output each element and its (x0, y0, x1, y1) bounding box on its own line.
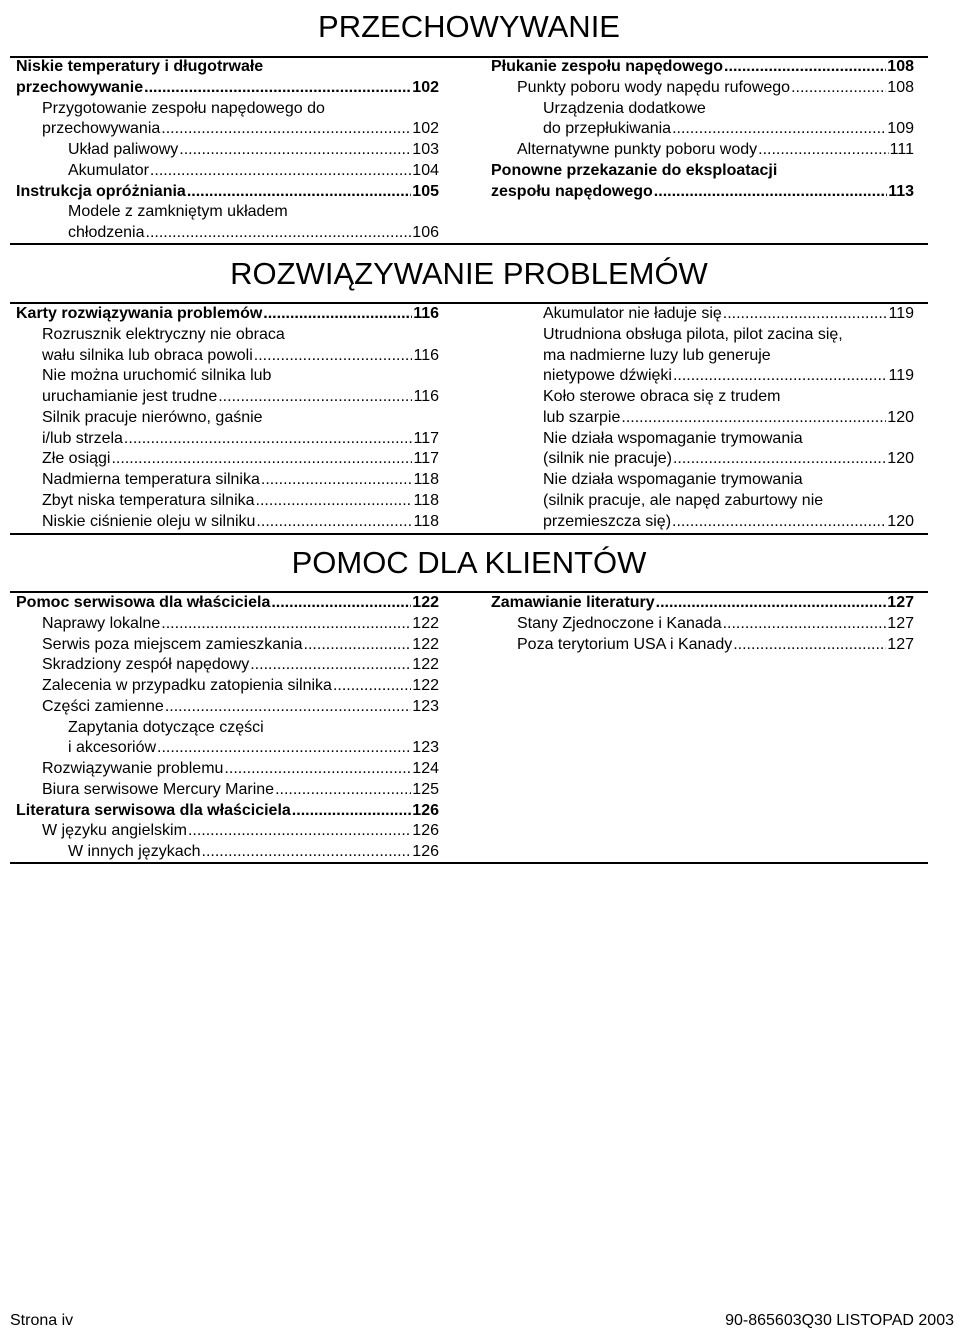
toc-entry (16, 614, 439, 635)
toc-entry-text: przemieszcza się) (543, 512, 672, 530)
dot-leader (672, 512, 886, 533)
toc-entry-text: uruchamianie jest trudne (42, 388, 218, 405)
toc-page-number: 122 (412, 614, 439, 632)
toc-entry-label: Nie można uruchomić silnika lub (42, 367, 272, 385)
toc-page-number: 126 (412, 822, 439, 840)
toc-entry (16, 182, 439, 203)
toc-entry (491, 182, 914, 203)
toc-page-number: 104 (412, 161, 439, 179)
toc-entry-text: Niskie ciśnienie oleju w silniku (42, 512, 256, 530)
toc-entry-text: Akumulator nie ładuje się (543, 305, 722, 322)
toc-entry (491, 119, 914, 140)
toc-entry-text: Punkty poboru wody napędu rufowego (517, 78, 791, 96)
section-title-pomoc: POMOC DLA KLIENTÓW (291, 545, 647, 580)
toc-entry-label: Nie działa wspomaganie trymowania (543, 429, 803, 447)
toc-entry (491, 78, 914, 99)
toc-entry (16, 842, 439, 863)
toc-page-number: 127 (887, 594, 914, 611)
toc-entry-label: Zapytania dotyczące części (68, 718, 264, 736)
toc-entry-text: Zbyt niska temperatura silnika (42, 491, 255, 509)
toc-entry-text: Biura serwisowe Mercury Marine (42, 780, 275, 798)
toc-entry (16, 655, 439, 676)
section-title-rozwiazywanie: ROZWIĄZYWANIE PROBLEMÓW (230, 256, 708, 291)
toc-entry-text: Złe osiągi (42, 450, 111, 468)
dot-leader (733, 635, 886, 656)
dot-leader (758, 140, 889, 161)
dot-leader (124, 429, 413, 450)
dot-leader (673, 366, 888, 387)
toc-column-left (16, 57, 439, 244)
toc-entry-text: chłodzenia (68, 224, 145, 241)
toc-page-number: 118 (413, 512, 439, 530)
toc-entry (491, 635, 914, 656)
dot-leader (256, 512, 412, 533)
toc-entry-text: Instrukcja opróżniania (16, 182, 186, 200)
toc-entry-text: i akcesoriów (68, 739, 157, 757)
toc-page-number: 108 (887, 58, 914, 75)
toc-entry-text: Stany Zjednoczone i Kanada (517, 614, 722, 632)
toc-page-number: 111 (889, 141, 914, 158)
toc-entry-label: Utrudniona obsługa pilota, pilot zacina się, (543, 325, 843, 343)
dot-leader (656, 593, 887, 614)
toc-entry-label: ma nadmierne luzy lub generuje (543, 346, 771, 364)
toc-entry-label: Przygotowanie zespołu napędowego do (42, 99, 325, 117)
dot-leader (202, 842, 412, 863)
toc-page-number: 108 (887, 78, 914, 96)
toc-page-number: 127 (887, 614, 914, 632)
toc-page-number: 117 (413, 450, 439, 468)
toc-entry (16, 223, 439, 244)
toc-page-number: 123 (412, 739, 439, 757)
toc-page-number: 102 (412, 120, 439, 138)
toc-entry (16, 429, 439, 450)
dot-leader (271, 593, 411, 614)
dot-leader (250, 655, 411, 676)
toc-page-number: 120 (887, 450, 914, 468)
toc-entry-text: wału silnika lub obraca powoli (42, 346, 253, 364)
toc-entry-text: Literatura serwisowa dla właściciela (16, 801, 291, 819)
toc-entry-text: W języku angielskim (42, 822, 187, 840)
toc-entry-label: Koło sterowe obraca się z trudem (543, 388, 781, 405)
dot-leader (144, 78, 411, 99)
toc-page-number: 125 (412, 780, 439, 798)
toc-column-right (491, 593, 914, 655)
document-code: 90-865603Q30 LISTOPAD 2003 (725, 1312, 954, 1329)
toc-page-number: 119 (888, 367, 914, 385)
toc-page-number: 126 (412, 801, 439, 819)
section-title-przechowywanie: PRZECHOWYWANIE (318, 9, 620, 44)
toc-page-number: 123 (412, 697, 439, 715)
toc-entry-text: Zalecenia w przypadku zatopienia silnika (42, 677, 332, 694)
toc-entry-text: Pomoc serwisowa dla właściciela (16, 594, 271, 611)
toc-entry (16, 449, 439, 470)
toc-page-number: 116 (413, 388, 439, 405)
toc-entry-text: Poza terytorium USA i Kanady (517, 635, 733, 653)
toc-entry-label: Urządzenia dodatkowe (543, 99, 706, 117)
toc-entry-text: i/lub strzela (42, 429, 123, 447)
dot-leader (224, 759, 411, 780)
dot-leader (187, 182, 411, 203)
toc-entry-label: Niskie temperatury i długotrwałe (16, 58, 264, 75)
page-number: Strona iv (10, 1312, 74, 1329)
dot-leader (218, 387, 412, 408)
toc-entry-text: zespołu napędowego (491, 182, 653, 200)
dot-leader (161, 119, 411, 140)
toc-entry (491, 593, 914, 614)
toc-entry (517, 512, 914, 533)
toc-page-number: 118 (413, 471, 439, 488)
toc-entry (491, 140, 914, 161)
toc-entry (16, 780, 439, 801)
section-rule (10, 862, 928, 864)
toc-entry-label: Nie działa wspomaganie trymowania (543, 471, 803, 488)
dot-leader (150, 161, 411, 182)
toc-entry-text: nietypowe dźwięki (543, 367, 672, 385)
toc-entry (16, 759, 439, 780)
toc-page-number: 102 (412, 78, 439, 96)
toc-page-number: 122 (412, 635, 439, 653)
dot-leader (723, 304, 888, 325)
toc-entry-text: Akumulator (68, 161, 149, 179)
toc-page-number: 122 (412, 656, 439, 674)
toc-entry (16, 304, 439, 325)
toc-page-number: 116 (413, 346, 439, 364)
toc-page-number: 120 (887, 408, 914, 426)
toc-column-left (16, 304, 439, 532)
toc-page-number: 119 (888, 305, 914, 322)
toc-entry-label: Rozrusznik elektryczny nie obraca (42, 325, 285, 343)
dot-leader (723, 614, 887, 635)
dot-leader (292, 801, 412, 822)
toc-entry-text: Naprawy lokalne (42, 614, 161, 632)
dot-leader (188, 821, 411, 842)
toc-column-right (517, 304, 914, 532)
toc-entry (16, 78, 439, 99)
dot-leader (724, 57, 886, 78)
toc-entry-text: lub szarpie (543, 408, 621, 426)
section-rule (10, 243, 928, 245)
dot-leader (275, 780, 411, 801)
toc-page-number: 109 (887, 120, 914, 138)
toc-page-number: 106 (412, 224, 439, 241)
toc-entry (16, 140, 439, 161)
toc-entry (517, 366, 914, 387)
dot-leader (146, 223, 412, 244)
toc-entry-label: Ponowne przekazanie do eksploatacji (491, 161, 778, 179)
toc-entry (517, 408, 914, 429)
dot-leader (161, 614, 411, 635)
toc-column-left (16, 593, 439, 863)
toc-entry-text: Zamawianie literatury (491, 594, 655, 611)
toc-entry (16, 738, 439, 759)
toc-entry-text: przechowywanie (16, 78, 144, 96)
toc-page-number: 126 (412, 843, 439, 860)
toc-entry (517, 449, 914, 470)
toc-page-number: 122 (412, 594, 439, 611)
toc-entry-label: (silnik pracuje, ale napęd zaburtowy nie (543, 491, 824, 509)
dot-leader (256, 491, 413, 512)
toc-entry-text: Nadmierna temperatura silnika (42, 471, 260, 488)
toc-entry-text: Płukanie zespołu napędowego (491, 58, 724, 75)
toc-entry (16, 387, 439, 408)
dot-leader (673, 449, 886, 470)
toc-entry-text: Serwis poza miejscem zamieszkania (42, 635, 303, 653)
toc-entry-text: przechowywania (42, 120, 161, 138)
toc-entry-text: Skradziony zespół napędowy (42, 656, 250, 674)
toc-page-number: 122 (412, 677, 439, 694)
toc-page-number: 105 (412, 182, 439, 200)
toc-entry (491, 57, 914, 78)
toc-entry-text: do przepłukiwania (543, 120, 672, 138)
dot-leader (179, 140, 411, 161)
toc-entry (16, 697, 439, 718)
dot-leader (111, 449, 412, 470)
toc-entry (16, 635, 439, 656)
toc-entry (517, 304, 914, 325)
dot-leader (254, 346, 413, 367)
toc-entry (491, 614, 914, 635)
toc-entry-text: (silnik nie pracuje) (543, 450, 672, 468)
toc-entry-label: Modele z zamkniętym układem (68, 203, 288, 221)
dot-leader (654, 182, 887, 203)
dot-leader (261, 470, 413, 491)
toc-entry-text: W innych językach (68, 843, 201, 860)
toc-page-number: 120 (887, 512, 914, 530)
toc-page-number: 103 (412, 141, 439, 158)
dot-leader (157, 738, 411, 759)
toc-entry-text: Karty rozwiązywania problemów (16, 305, 263, 322)
dot-leader (791, 78, 886, 99)
dot-leader (263, 304, 412, 325)
dot-leader (333, 676, 411, 697)
dot-leader (165, 697, 411, 718)
toc-entry-text: Układ paliwowy (68, 141, 179, 158)
toc-entry (16, 491, 439, 512)
toc-entry (16, 346, 439, 367)
dot-leader (621, 408, 886, 429)
toc-entry (16, 161, 439, 182)
dot-leader (672, 119, 886, 140)
toc-page-number: 118 (413, 491, 439, 509)
toc-page-number: 116 (413, 305, 439, 322)
toc-entry-text: Części zamienne (42, 697, 164, 715)
toc-entry-text: Alternatywne punkty poboru wody (517, 141, 758, 158)
toc-entry (16, 801, 439, 822)
toc-entry-text: Rozwiązywanie problemu (42, 760, 224, 777)
toc-column-right (491, 57, 914, 202)
toc-entry (16, 593, 439, 614)
section-rule (10, 533, 928, 535)
dot-leader (304, 635, 412, 656)
toc-page-number: 124 (412, 760, 439, 777)
toc-entry-label: Silnik pracuje nierówno, gaśnie (42, 408, 263, 426)
toc-entry (16, 512, 439, 533)
toc-entry (16, 470, 439, 491)
toc-page-number: 113 (888, 182, 914, 200)
toc-entry (16, 119, 439, 140)
toc-entry (16, 821, 439, 842)
toc-entry (16, 676, 439, 697)
toc-page-number: 117 (413, 429, 439, 447)
toc-page-number: 127 (887, 635, 914, 653)
